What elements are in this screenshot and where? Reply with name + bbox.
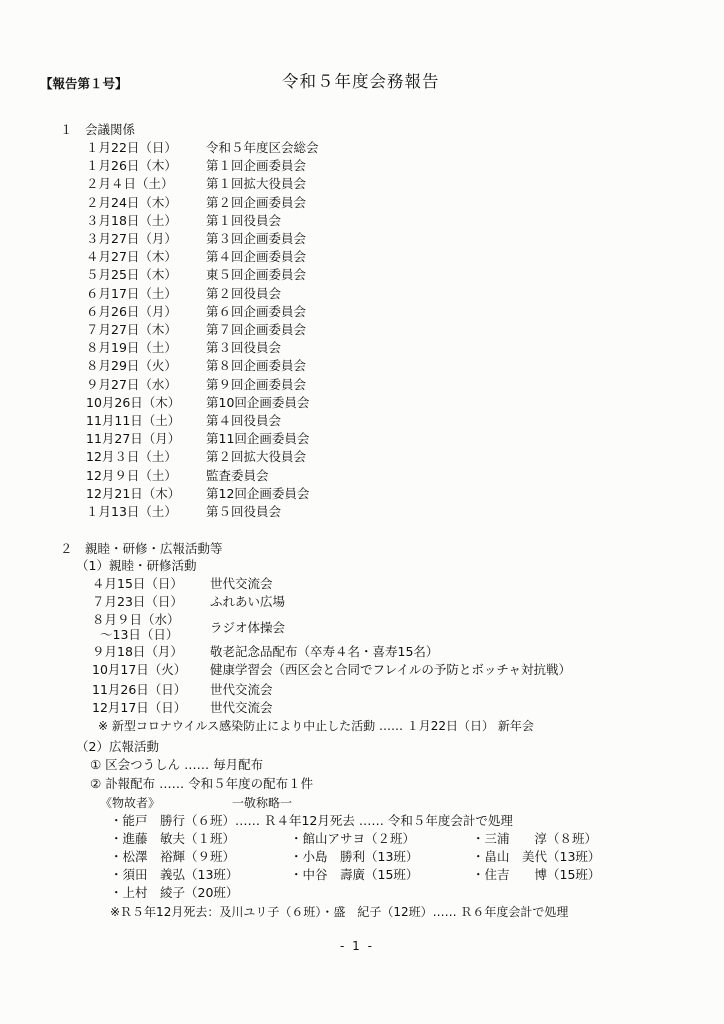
- meeting-name: 第２回企画委員会: [206, 194, 307, 210]
- obituary-entry: ・進藤 敏夫（１班）: [110, 831, 236, 846]
- section1-heading: １ 会議関係: [60, 122, 136, 137]
- meeting-date: ３月18日（土）: [86, 212, 177, 228]
- meeting-date: 11月11日（土）: [86, 413, 181, 428]
- obituary-entry: ・中谷 壽廣（15班）: [290, 867, 419, 882]
- meeting-date: １月26日（木）: [86, 158, 177, 174]
- meeting-date: 12月21日（木）: [86, 485, 181, 501]
- obituary-entry: ・須田 義弘（13班）: [110, 867, 239, 882]
- meeting-name: 第１回企画委員会: [206, 158, 307, 174]
- meeting-name: 第３回役員会: [206, 340, 282, 356]
- meeting-name: 第３回企画委員会: [206, 231, 307, 246]
- meeting-date: ６月26日（月）: [86, 303, 177, 319]
- cancelled-note: ※ 新型コロナウイルス感染防止により中止した活動 …… １月22日（日） 新年会: [98, 719, 534, 733]
- meeting-date: ３月27日（月）: [86, 231, 177, 246]
- meeting-date: ２月４日（土）: [86, 176, 174, 192]
- meeting-name: 第１回拡大役員会: [206, 176, 307, 192]
- meeting-date: 12月９日（土）: [86, 467, 177, 483]
- event-date: 10月17日（火）: [92, 662, 187, 677]
- honorific-note: 一敬称略一: [232, 796, 293, 810]
- meeting-date: ９月27日（水）: [86, 376, 177, 392]
- event-date: ９月18日（月）: [92, 644, 183, 659]
- meeting-name: 第９回企画委員会: [206, 376, 307, 392]
- meeting-name: 第８回企画委員会: [206, 358, 307, 374]
- event-date: ４月15日（日）: [92, 576, 183, 591]
- obituary-entry: ・小島 勝利（13班）: [290, 849, 419, 864]
- meeting-name: 第４回役員会: [206, 413, 282, 428]
- meeting-name: 第11回企画委員会: [206, 431, 310, 447]
- event-name: 敬老記念品配布（卒寿４名・喜寿15名）: [210, 644, 439, 659]
- event-date: ８月９日（水）: [92, 612, 180, 627]
- meeting-name: 第２回拡大役員会: [206, 449, 307, 465]
- report-tag: 【報告第１号】: [40, 76, 128, 91]
- event-date: 12月17日（日）: [92, 700, 187, 715]
- obituary-first: ・能戸 勝行（６班）…… Ｒ４年12月死去 …… 令和５年度会計で処理: [110, 813, 513, 828]
- meeting-date: 12月３日（土）: [86, 449, 177, 465]
- event-date: ７月23日（日）: [92, 594, 183, 609]
- meeting-name: 第10回企画委員会: [206, 394, 310, 410]
- meeting-name: 第４回企画委員会: [206, 249, 307, 265]
- meeting-name: 第７回企画委員会: [206, 322, 307, 337]
- meeting-date: ４月27日（木）: [86, 249, 177, 265]
- event-name: ラジオ体操会: [210, 620, 286, 635]
- meeting-name: 第12回企画委員会: [206, 485, 310, 501]
- meeting-name: 第２回役員会: [206, 285, 282, 301]
- page-number: - 1 -: [340, 939, 374, 953]
- event-date-end: ～13日（日）: [100, 627, 179, 642]
- meeting-date: １月13日（土）: [86, 504, 177, 519]
- meeting-date: 11月27日（月）: [86, 431, 181, 447]
- meeting-date: ８月19日（土）: [86, 340, 177, 356]
- event-name: 世代交流会: [210, 682, 273, 697]
- obituary-note: ※Ｒ５年12月死去：及川ユリ子（６班）・盛 紀子（12班）…… Ｒ６年度会計で処理: [110, 905, 569, 919]
- event-date: 11月26日（日）: [92, 682, 187, 697]
- meeting-name: 第１回役員会: [206, 212, 282, 228]
- sub2-heading: （2）広報活動: [76, 739, 159, 754]
- meeting-date: ２月24日（木）: [86, 194, 177, 210]
- sub1-heading: （1）親睦・研修活動: [76, 558, 197, 573]
- document-title: 令和５年度会務報告: [282, 72, 440, 91]
- meeting-date: ６月17日（土）: [86, 285, 177, 301]
- meeting-date: ７月27日（木）: [86, 322, 177, 337]
- section2-heading: ２ 親睦・研修・広報活動等: [60, 541, 223, 556]
- event-name: 健康学習会（西区会と合同でフレイルの予防とボッチャ対抗戦）: [210, 662, 572, 677]
- event-name: ふれあい広場: [210, 594, 286, 609]
- obituary-entry: ・館山アサヨ（２班）: [290, 831, 416, 846]
- obituary-entry: ・松澤 裕輝（９班）: [110, 849, 236, 864]
- obituary-entry: ・畠山 美代（13班）: [472, 849, 601, 864]
- obituary-entry: ・住吉 博（15班）: [472, 867, 601, 882]
- newsletter-item: ① 区会つうしん …… 毎月配布: [90, 757, 264, 772]
- meeting-date: １月22日（日）: [86, 140, 177, 155]
- meeting-name: 東５回企画委員会: [206, 267, 307, 283]
- meeting-date: ５月25日（木）: [86, 267, 177, 283]
- obituary-item: ② 訃報配布 …… 令和５年度の配布１件: [90, 776, 314, 791]
- event-name: 世代交流会: [210, 576, 273, 591]
- meeting-date: 10月26日（木）: [86, 394, 181, 410]
- obituary-entry: ・三浦 淳（８班）: [472, 831, 598, 846]
- meeting-name: 第６回企画委員会: [206, 303, 307, 319]
- meeting-name: 第５回役員会: [206, 504, 282, 519]
- obituary-label: 《物故者》: [100, 796, 161, 810]
- meeting-name: 監査委員会: [206, 467, 269, 483]
- obituary-entry: ・上村 綾子（20班）: [110, 885, 239, 900]
- event-name: 世代交流会: [210, 700, 273, 715]
- meeting-date: ８月29日（火）: [86, 358, 177, 374]
- meeting-name: 令和５年度区会総会: [206, 140, 319, 155]
